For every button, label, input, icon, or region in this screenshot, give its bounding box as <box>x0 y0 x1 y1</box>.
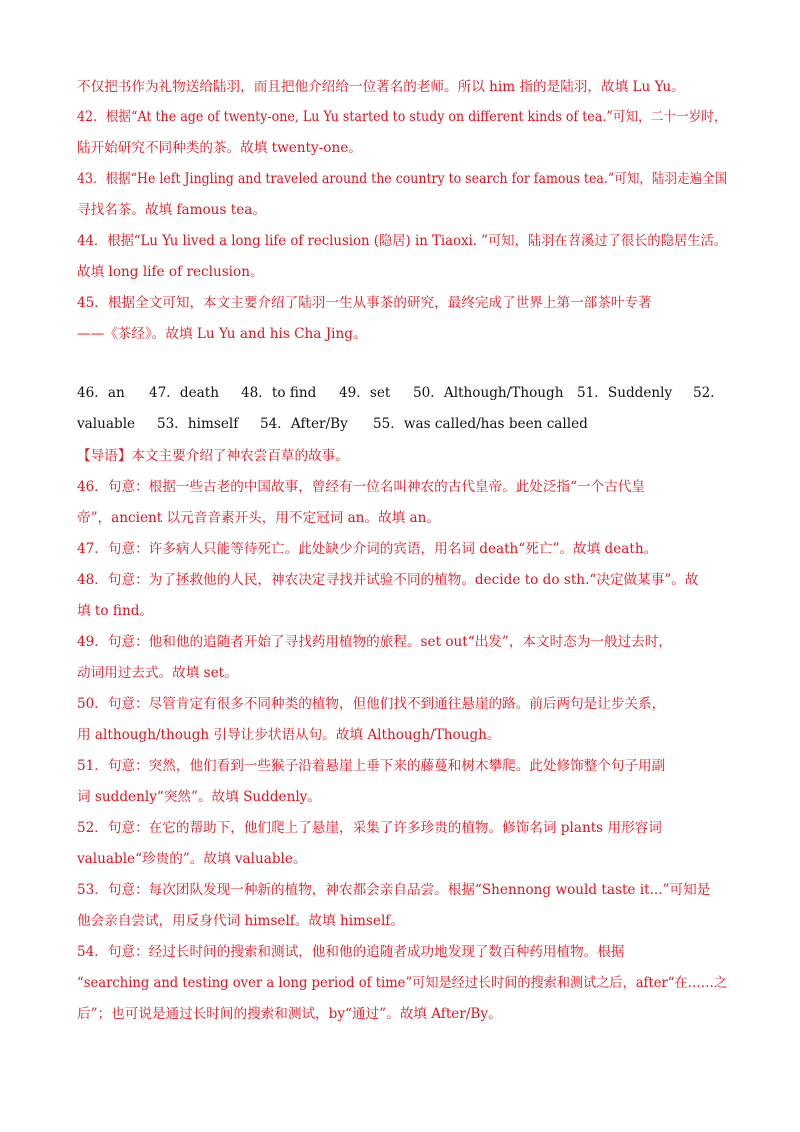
text-line: 50．句意：尽管肯定有很多不同种类的植物，但他们找不到通往悬崖的路。前后两句是让步关系， <box>77 696 666 712</box>
answer-key-item: 47．death <box>149 385 219 401</box>
text-line: 帝”，ancient 以元音音素开头，用不定冠词 an。故填 an。 <box>77 510 440 526</box>
text-line: 49．句意：他和他的追随者开始了寻找药用植物的旅程。set out“出发”，本文时态为一般过去时， <box>77 634 672 650</box>
text-line: 54．句意：经过长时间的搜索和测试，他和他的追随者成功地发现了数百种药用植物。根据 <box>77 944 625 960</box>
text-line: 48．句意：为了拯救他的人民，神农决定寻找并试验不同的植物。decide to do sth.“决定做某事”。故 <box>77 572 699 588</box>
answer-key-item: 49．set <box>339 385 391 401</box>
text-line: 47．句意：许多病人只能等待死亡。此处缺少介词的宾语，用名词 death“死亡”。故填 death。 <box>77 541 658 557</box>
text-line: 46．句意：根据一些古老的中国故事，曾经有一位名叫神农的古代皇帝。此处泛指“一个古代皇 <box>77 479 645 495</box>
text-line: 44．根据“Lu Yu lived a long life of reclusion (隐居) in Tiaoxi. ”可知，陆羽在苕溪过了很长的隐居生活。 <box>77 233 728 249</box>
answer-key-item: 53．himself <box>157 416 239 432</box>
answer-key-item: 48．to find <box>241 385 317 401</box>
answer-key-item: 51．Suddenly <box>577 385 673 401</box>
text-line: 42．根据“At the age of twenty-one, Lu Yu started to study on different kinds of tea.”可知，二十一岁时， <box>77 109 727 125</box>
text-line: ——《茶经》。故填 Lu Yu and his Cha Jing。 <box>77 326 367 342</box>
text-line: 词 suddenly“突然”。故填 Suddenly。 <box>77 789 321 805</box>
text-line: 陆开始研究不同种类的茶。故填 twenty-one。 <box>77 140 362 156</box>
answer-key-item: 46．an <box>77 385 125 401</box>
text-line: 43．根据“He left Jingling and traveled around the country to search for famous tea.”可知，陆羽走遍全国 <box>77 171 728 187</box>
text-line: 45．根据全文可知，本文主要介绍了陆羽一生从事茶的研究，最终完成了世界上第一部茶叶专著 <box>77 295 652 311</box>
answer-key <box>77 384 727 434</box>
text-line: 51．句意：突然，他们看到一些猴子沿着悬崖上垂下来的藤蔓和树木攀爬。此处修饰整个句子用副 <box>77 758 666 774</box>
answer-key-item: 52． <box>693 385 724 401</box>
text-line: 寻找名茶。故填 famous tea。 <box>77 202 266 218</box>
text-line: 53．句意：每次团队发现一种新的植物，神农都会亲自品尝。根据“Shennong would taste it...”可知是 <box>77 882 711 898</box>
text-line: 52．句意：在它的帮助下，他们爬上了悬崖，采集了许多珍贵的植物。修饰名词 plants 用形容词 <box>77 820 662 836</box>
text-line: 后”；也可说是通过长时间的搜索和测试，by“通过”。故填 After/By。 <box>77 1006 502 1022</box>
text-line: “searching and testing over a long period of time”可知是经过长时间的搜索和测试之后，after“在……之 <box>77 975 728 991</box>
text-line: 动词用过去式。故填 set。 <box>77 665 238 681</box>
text-line: 填 to find。 <box>77 603 154 619</box>
text-line: 故填 long life of reclusion。 <box>77 264 264 280</box>
text-line: 他会亲自尝试，用反身代词 himself。故填 himself。 <box>77 913 404 929</box>
text-line: 不仅把书作为礼物送给陆羽，而且把他介绍给一位著名的老师。所以 him 指的是陆羽，故填 Lu Yu。 <box>77 79 685 95</box>
answer-key-item: 55．was called/has been called <box>373 416 588 432</box>
answer-key-item: 54．After/By <box>260 416 348 432</box>
section-intro: 【导语】本文主要介绍了神农尝百草的故事。 <box>77 448 349 464</box>
text-line: valuable“珍贵的”。故填 valuable。 <box>77 851 307 867</box>
answer-key-item: valuable <box>77 416 136 432</box>
answer-key-item: 50．Although/Though <box>413 385 564 401</box>
text-line: 用 although/though 引导让步状语从句。故填 Although/Though。 <box>77 727 501 743</box>
